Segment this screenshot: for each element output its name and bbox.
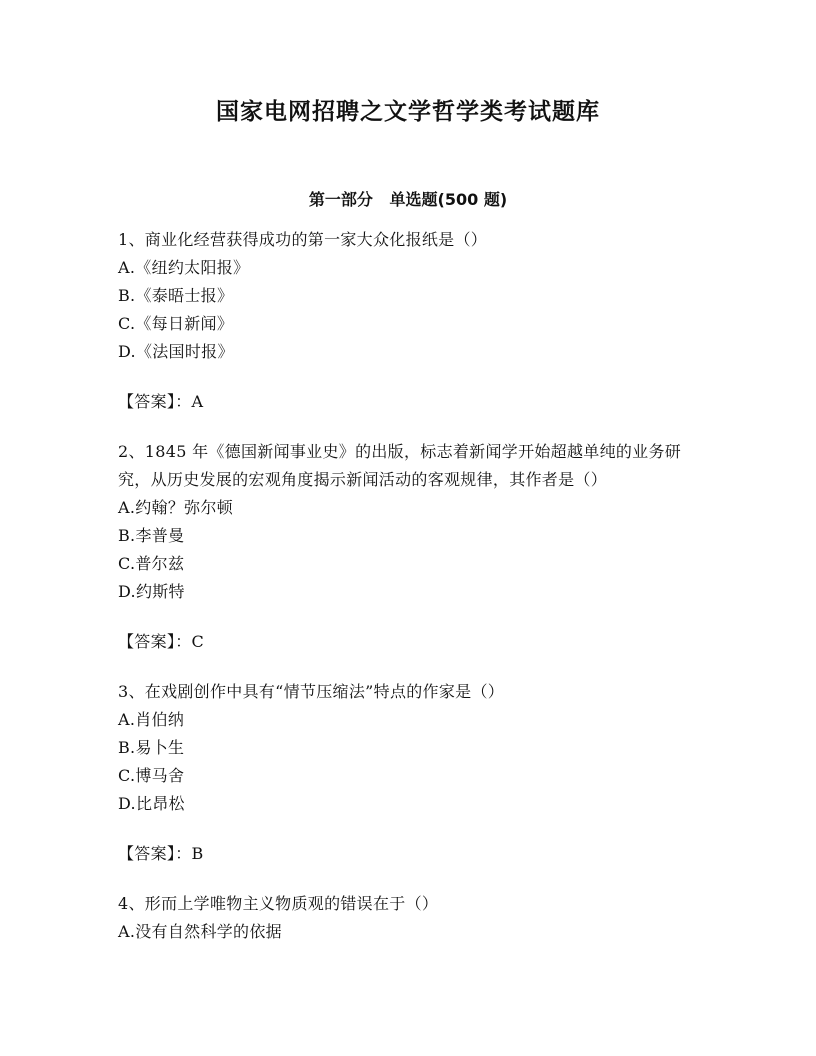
option-a: A.没有自然科学的依据 <box>118 922 282 941</box>
question-1 <box>118 226 708 416</box>
question-2 <box>118 438 708 656</box>
question-3 <box>118 678 708 868</box>
option-c: C.《每日新闻》 <box>118 314 234 333</box>
option-b: B.李普曼 <box>118 526 185 545</box>
answer-line: 【答案】：C <box>118 632 205 651</box>
option-a: A.肖伯纳 <box>118 710 185 729</box>
option-d: D.《法国时报》 <box>118 342 234 361</box>
section-title: 第一部分 单选题(500 题) <box>308 190 508 209</box>
option-b: B.易卜生 <box>118 738 185 757</box>
option-d: D.约斯特 <box>118 582 185 601</box>
option-c: C.普尔兹 <box>118 554 185 573</box>
question-4 <box>118 890 708 946</box>
option-c: C.博马舍 <box>118 766 185 785</box>
question-stem: 4、形而上学唯物主义物质观的错误在于（） <box>118 894 439 913</box>
question-stem: 3、在戏剧创作中具有“情节压缩法”特点的作家是（） <box>118 682 505 701</box>
question-stem: 2、1845 年《德国新闻事业史》的出版，标志着新闻学开始超越单纯的业务研究，从历史发展的宏观角度揭示新闻活动的客观规律，其作者是（） <box>118 442 682 489</box>
option-a: A.《纽约太阳报》 <box>118 258 250 277</box>
option-b: B.《泰晤士报》 <box>118 286 234 305</box>
option-d: D.比昂松 <box>118 794 185 813</box>
answer-line: 【答案】：B <box>118 844 204 863</box>
answer-line: 【答案】：A <box>118 392 204 411</box>
question-list <box>118 226 708 968</box>
page-title: 国家电网招聘之文学哲学类考试题库 <box>216 99 600 125</box>
option-a: A.约翰？弥尔顿 <box>118 498 234 517</box>
question-stem: 1、商业化经营获得成功的第一家大众化报纸是（） <box>118 230 488 249</box>
